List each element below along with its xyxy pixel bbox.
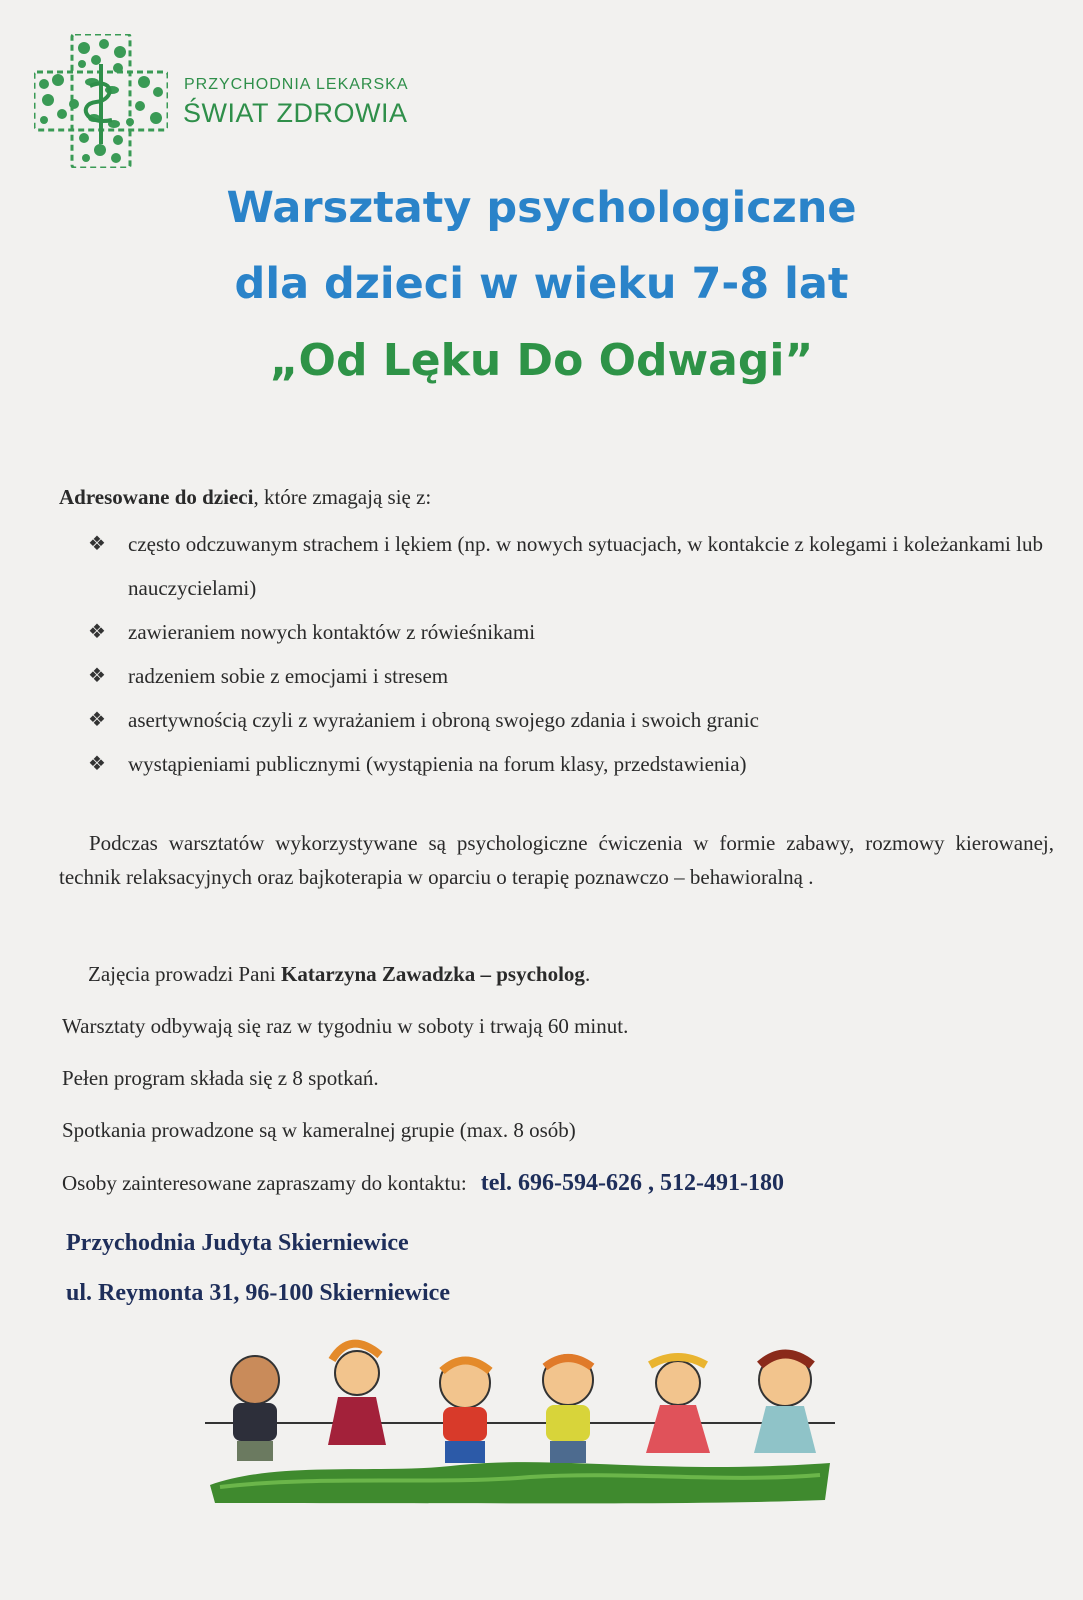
title-line-2: dla dzieci w wieku 7-8 lat <box>234 259 849 309</box>
list-item: ❖ radzeniem sobie z emocjami i stresem <box>88 654 1063 698</box>
description-paragraph: Podczas warsztatów wykorzystywane są psychologiczne ćwiczenia w formie zabawy, rozmowy kierowanej, technik relaksacyjnych oraz bajkoterapia w oparciu o terapię poznawczo – behawioralną . <box>59 831 1054 889</box>
clinic-address: ul. Reymonta 31, 96-100 Skierniewice <box>66 1280 450 1306</box>
brand-subtitle: PRZYCHODNIA LEKARSKA <box>184 76 409 93</box>
group-info: Spotkania prowadzone są w kameralnej grupie (max. 8 osób) <box>62 1118 576 1142</box>
children-holding-hands-illustration <box>200 1335 840 1505</box>
clinic-name: Przychodnia Judyta Skierniewice <box>66 1230 409 1256</box>
target-issues-list <box>88 522 1063 786</box>
leader-line: Zajęcia prowadzi Pani Katarzyna Zawadzka – psycholog. <box>88 962 591 986</box>
contact-line <box>62 1170 784 1197</box>
brand-name: ŚWIAT ZDROWIA <box>183 98 408 128</box>
leader-name: Katarzyna Zawadzka – psycholog <box>281 962 585 986</box>
bullet-icon: ❖ <box>88 753 106 775</box>
list-item: ❖ wystąpieniami publicznymi (wystąpienia na forum klasy, przedstawienia) <box>88 742 1063 786</box>
schedule-info: Warsztaty odbywają się raz w tygodniu w soboty i trwają 60 minut. <box>62 1014 629 1038</box>
list-item: ❖ zawieraniem nowych kontaktów z rówieśnikami <box>88 610 1063 654</box>
list-item: ❖ często odczuwanym strachem i lękiem (np. w nowych sytuacjach, w kontakcie z kolegami i koleżankami lub nauczycielami) <box>88 522 1063 610</box>
bullet-icon: ❖ <box>88 709 106 731</box>
title-workshop-name: „Od Lęku Do Odwagi” <box>269 335 814 386</box>
list-item: ❖ asertywnością czyli z wyrażaniem i obroną swojego zdania i swoich granic <box>88 698 1063 742</box>
intro-bold: Adresowane do dzieci <box>59 485 254 509</box>
program-info: Pełen program składa się z 8 spotkań. <box>62 1066 379 1090</box>
title-line-1: Warsztaty psychologiczne <box>226 183 857 233</box>
bullet-icon: ❖ <box>88 621 106 643</box>
medical-cross-logo-icon <box>34 34 168 168</box>
bullet-icon: ❖ <box>88 533 106 555</box>
phone-numbers: tel. 696-594-626 , 512-491-180 <box>480 1170 784 1196</box>
intro-text <box>59 485 431 510</box>
intro-rest: , które zmagają się z: <box>253 485 432 509</box>
contact-label: Osoby zainteresowane zapraszamy do kontaktu: <box>62 1171 467 1195</box>
bullet-icon: ❖ <box>88 665 106 687</box>
